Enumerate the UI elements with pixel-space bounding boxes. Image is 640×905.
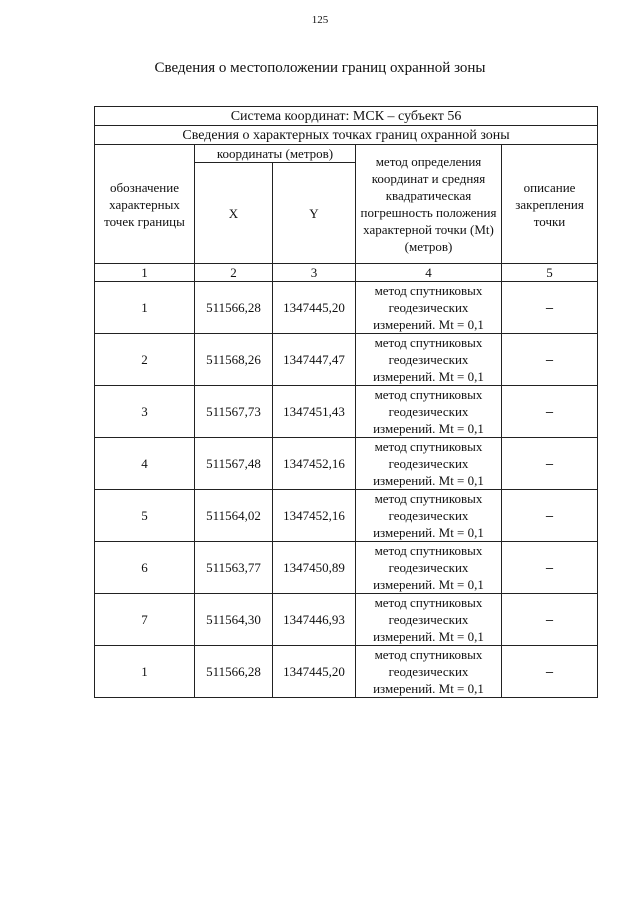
point-cell: 7 xyxy=(95,594,195,646)
description-cell: – xyxy=(502,438,598,490)
header-y: Y xyxy=(273,163,356,264)
coordinate-system-caption: Система координат: МСК – субъект 56 xyxy=(95,107,598,126)
column-number: 2 xyxy=(195,264,273,282)
description-cell: – xyxy=(502,386,598,438)
table-row xyxy=(95,438,598,490)
y-cell: 1347447,47 xyxy=(273,334,356,386)
page-heading: Сведения о местоположении границ охранной зоны xyxy=(154,60,486,76)
header-method: метод определения координат и средняя квадратическая погрешность положения характерной точки (Mt) (метров) xyxy=(356,145,502,264)
y-cell: 1347452,16 xyxy=(273,490,356,542)
column-number: 4 xyxy=(356,264,502,282)
header-designation: обозначение характерных точек границы xyxy=(95,145,195,264)
point-cell: 5 xyxy=(95,490,195,542)
method-cell: метод спутниковых геодезических измерений. Mt = 0,1 xyxy=(356,646,502,698)
boundary-points-table xyxy=(94,106,598,698)
method-cell: метод спутниковых геодезических измерений. Mt = 0,1 xyxy=(356,334,502,386)
table-row xyxy=(95,282,598,334)
point-cell: 1 xyxy=(95,646,195,698)
header-coordinates: координаты (метров) xyxy=(195,145,356,163)
point-cell: 3 xyxy=(95,386,195,438)
description-cell: – xyxy=(502,282,598,334)
method-cell: метод спутниковых геодезических измерений. Mt = 0,1 xyxy=(356,282,502,334)
table-row xyxy=(95,386,598,438)
column-number: 3 xyxy=(273,264,356,282)
description-cell: – xyxy=(502,646,598,698)
x-cell: 511568,26 xyxy=(195,334,273,386)
point-cell: 1 xyxy=(95,282,195,334)
y-cell: 1347446,93 xyxy=(273,594,356,646)
method-cell: метод спутниковых геодезических измерений. Mt = 0,1 xyxy=(356,594,502,646)
column-numbers-row xyxy=(95,264,598,282)
description-cell: – xyxy=(502,334,598,386)
table-row xyxy=(95,334,598,386)
x-cell: 511563,77 xyxy=(195,542,273,594)
table-row xyxy=(95,542,598,594)
page-number: 125 xyxy=(311,14,329,26)
point-cell: 6 xyxy=(95,542,195,594)
table-row xyxy=(95,646,598,698)
x-cell: 511566,28 xyxy=(195,282,273,334)
column-number: 1 xyxy=(95,264,195,282)
y-cell: 1347445,20 xyxy=(273,282,356,334)
description-cell: – xyxy=(502,542,598,594)
y-cell: 1347445,20 xyxy=(273,646,356,698)
x-cell: 511564,30 xyxy=(195,594,273,646)
y-cell: 1347450,89 xyxy=(273,542,356,594)
header-description: описание закрепления точки xyxy=(502,145,598,264)
method-cell: метод спутниковых геодезических измерений. Mt = 0,1 xyxy=(356,386,502,438)
point-cell: 4 xyxy=(95,438,195,490)
y-cell: 1347452,16 xyxy=(273,438,356,490)
method-cell: метод спутниковых геодезических измерений. Mt = 0,1 xyxy=(356,542,502,594)
x-cell: 511567,73 xyxy=(195,386,273,438)
x-cell: 511566,28 xyxy=(195,646,273,698)
point-cell: 2 xyxy=(95,334,195,386)
column-number: 5 xyxy=(502,264,598,282)
method-cell: метод спутниковых геодезических измерений. Mt = 0,1 xyxy=(356,490,502,542)
description-cell: – xyxy=(502,594,598,646)
table-row xyxy=(95,594,598,646)
table-row xyxy=(95,490,598,542)
points-caption: Сведения о характерных точках границ охранной зоны xyxy=(95,126,598,145)
method-cell: метод спутниковых геодезических измерений. Mt = 0,1 xyxy=(356,438,502,490)
description-cell: – xyxy=(502,490,598,542)
y-cell: 1347451,43 xyxy=(273,386,356,438)
x-cell: 511567,48 xyxy=(195,438,273,490)
x-cell: 511564,02 xyxy=(195,490,273,542)
header-x: X xyxy=(195,163,273,264)
